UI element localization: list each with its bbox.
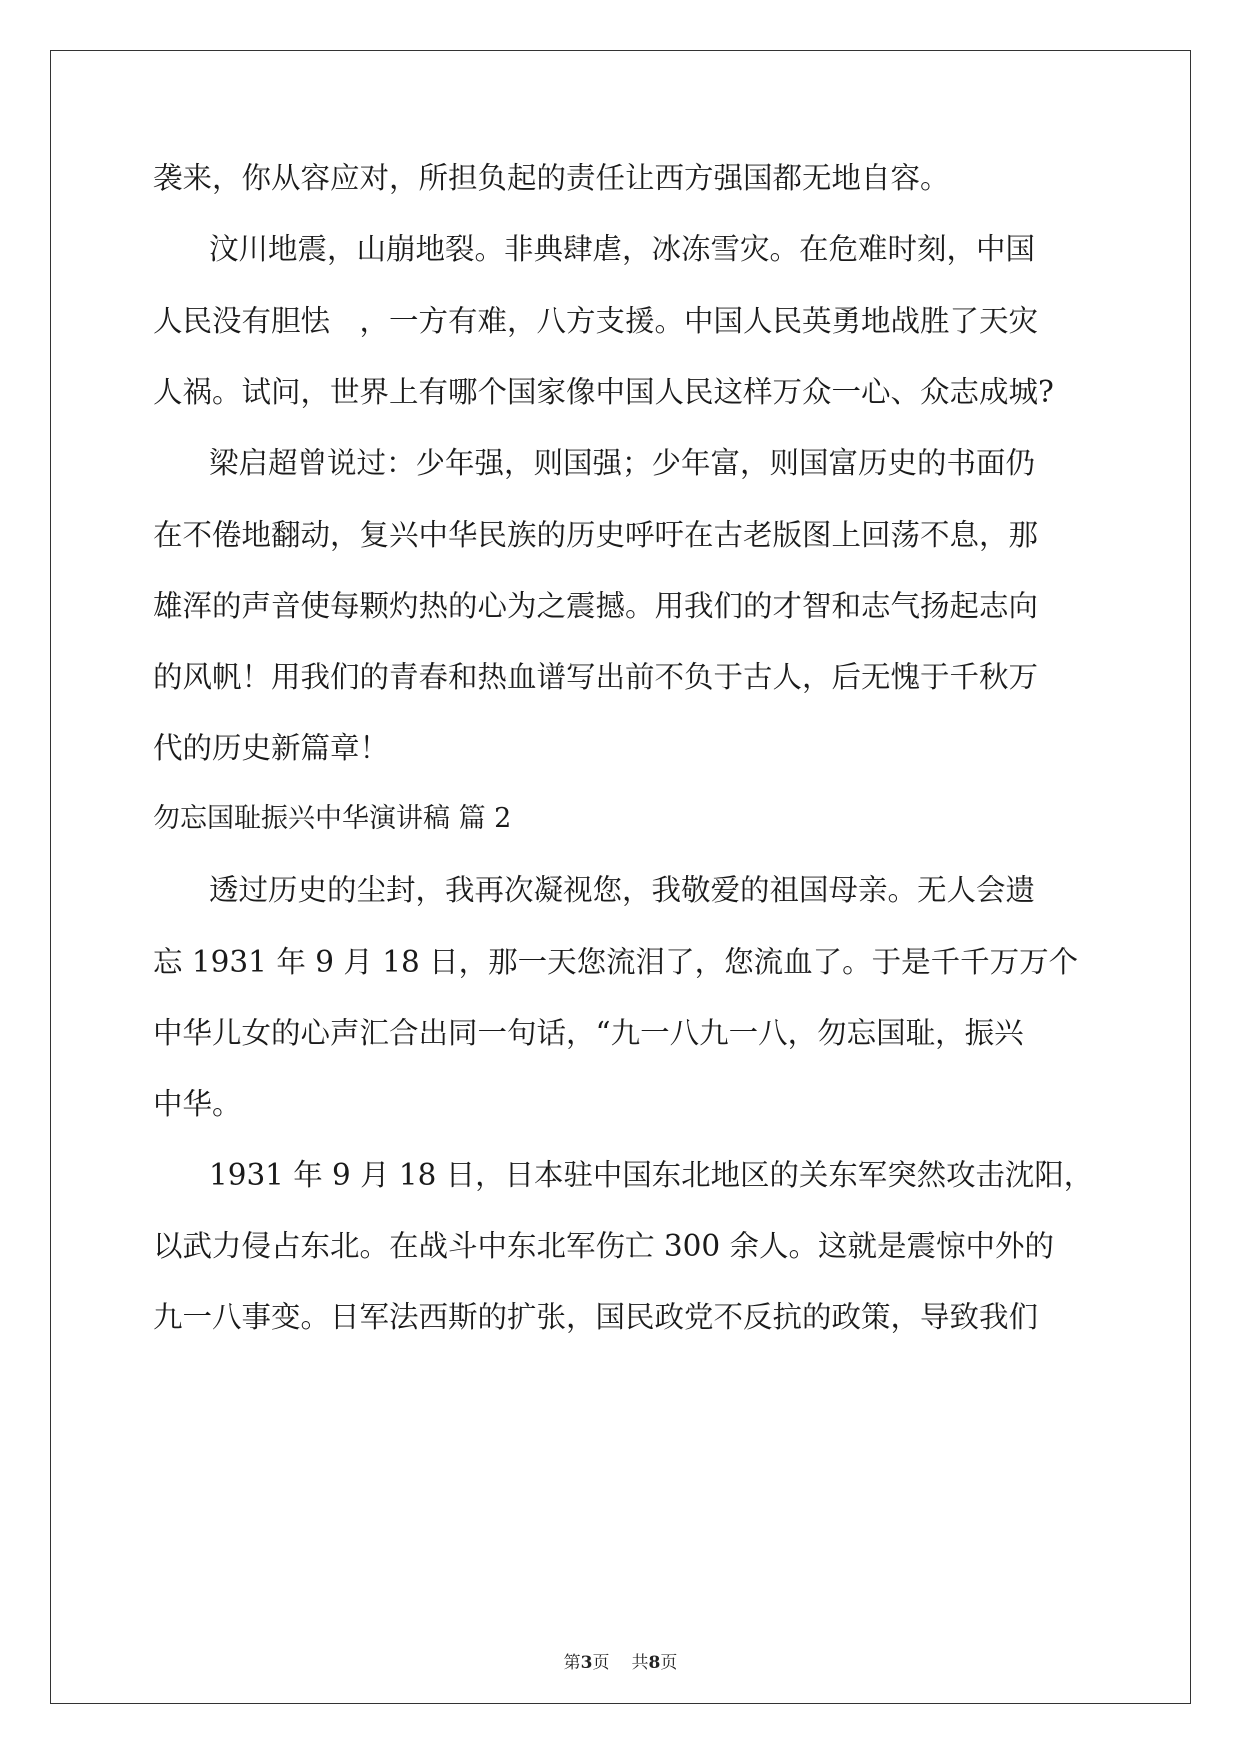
text-line: 中华儿女的心声汇合出同一句话，“九一八九一八，勿忘国耻，振兴 [153, 1016, 1024, 1050]
paragraph-first-line: 梁启超曾说过：少年强，则国强；少年富，则国富历史的书面仍 [209, 446, 1036, 480]
current-page-number: 3 [580, 1653, 593, 1673]
text-line: 的风帆！用我们的青春和热血谱写出前不负于古人，后无愧于千秋万 [153, 660, 1039, 694]
footer-suffix: 页 [660, 1653, 678, 1673]
paragraph-first-line: 1931 年 9 月 18 日，日本驻中国东北地区的关东军突然攻击沈阳， [209, 1158, 1094, 1192]
page-footer [0, 1652, 1241, 1674]
text-line: 中华。 [153, 1087, 242, 1121]
footer-total-prefix: 共 [631, 1653, 649, 1673]
text-line: 代的历史新篇章！ [153, 731, 390, 765]
text-line: 雄浑的声音使每颗灼热的心为之震撼。用我们的才智和志气扬起志向 [153, 589, 1039, 623]
text-line: 袭来，你从容应对，所担负起的责任让西方强国都无地自容。 [153, 161, 950, 195]
total-page-number: 8 [648, 1653, 661, 1673]
paragraph-first-line: 汶川地震，山崩地裂。非典肆虐，冰冻雪灾。在危难时刻，中国 [209, 232, 1036, 266]
paragraph-first-line: 透过历史的尘封，我再次凝视您，我敬爱的祖国母亲。无人会遗 [209, 873, 1036, 907]
text-line: 在不倦地翻动，复兴中华民族的历史呼吁在古老版图上回荡不息，那 [153, 518, 1039, 552]
section-heading: 勿忘国耻振兴中华演讲稿 篇 2 [153, 803, 512, 834]
footer-page-unit: 页 [592, 1653, 610, 1673]
text-line: 忘 1931 年 9 月 18 日，那一天您流泪了，您流血了。于是千千万万个 [153, 945, 1079, 979]
text-line: 九一八事变。日军法西斯的扩张，国民政党不反抗的政策，导致我们 [153, 1300, 1039, 1334]
text-line: 人民没有胆怯 ，一方有难，八方支援。中国人民英勇地战胜了天灾 [153, 304, 1039, 338]
footer-prefix: 第 [563, 1653, 581, 1673]
text-line: 以武力侵占东北。在战斗中东北军伤亡 300 余人。这就是震惊中外的 [153, 1229, 1055, 1263]
text-line: 人祸。试问，世界上有哪个国家像中国人民这样万众一心、众志成城? [153, 375, 1054, 409]
